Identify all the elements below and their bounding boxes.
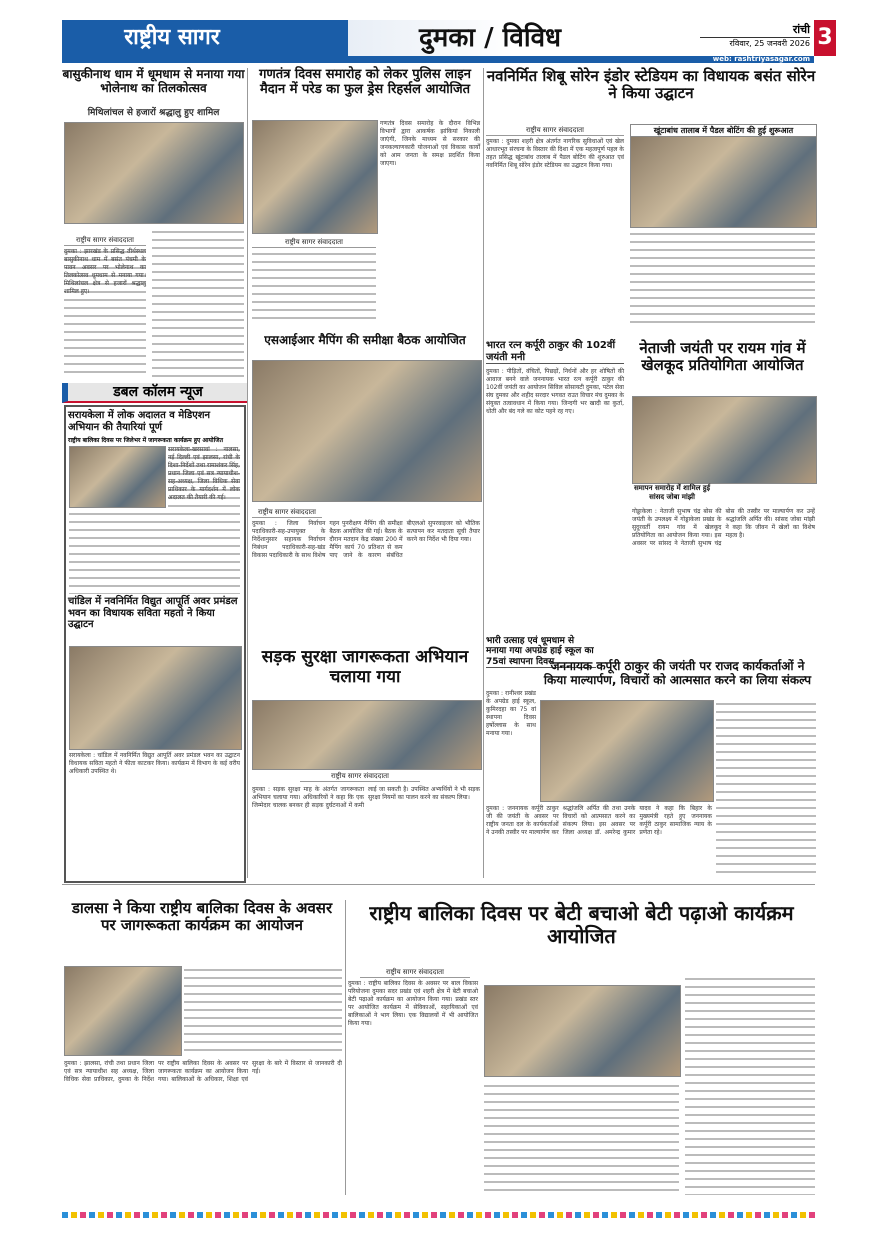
body-netaji: गोड्डाकेला : नेताजी सुभाष चंद्र बोस की जयंती के उपलक्ष्य में गोड्डाकेला प्रखंड के सुदूरवर्ती रायम गांव में खेलकूद प्रतियोगिता का आयोजन किया गया। इस अवसर पर सांसद ने नेताजी सुभाष चंद्र बोस की तस्वीर पर माल्यार्पण कर उन्हें श्रद्धांजलि अर्पित की। सांसद जोबा मांझी ने कहा कि जीवन में खेलों का विशेष महत्व है। — [632, 508, 815, 630]
body-beti-bachao: दुमका : राष्ट्रीय बालिका दिवस के अवसर पर बाल विकास परियोजना दुमका सदर प्रखंड एवं शहरी क्षेत्र में बेटी बचाओ बेटी पढ़ाओ कार्यक्रम का आयोजन किया गया। प्रखंड स्तर पर आयोजित कार्यक्रम में सेविकाओं, सहायिकाओं एवं बालिकाओं ने भाग लिया। एक विद्यालयों में भी आयोजित किया गया। — [348, 980, 478, 1195]
byline: राष्ट्रीय सागर संवाददाता — [252, 238, 376, 248]
photo-dalsa — [64, 966, 182, 1056]
body-road-safety: दुमका : सड़क सुरक्षा माह के अंतर्गत जागरूकता अभियान चलाया गया। अधिकारियों ने कहा कि एक जिम्मेदार चालक बनकर ही सड़क दुर्घटनाओं में कमी लाई जा सकती है। उपस्थित अभ्यर्थियों ने भी सड़क सुरक्षा नियमों का पालन करने का संकल्प लिया। — [252, 786, 480, 878]
byline: राष्ट्रीय सागर संवाददाता — [360, 968, 470, 978]
column-rule — [483, 68, 484, 878]
photo-road-safety — [252, 700, 482, 770]
headline-netaji: नेताजी जयंती पर रायम गांव में खेलकूद प्रतियोगिता आयोजित — [639, 339, 806, 375]
footer-decoration — [62, 1212, 815, 1218]
photo-basukinath — [64, 122, 244, 224]
body-rajad: दुमका : जननायक कर्पूरी ठाकुर जी की जयंती के अवसर पर राष्ट्रीय जनता दल के कार्यकर्ताओं ने उनकी तस्वीर पर माल्यार्पण कर श्रद्धांजलि अर्पित की तथा उनके विचारों को आत्मसात करने का संकल्प लिया। इस अवसर पर जिला अध्यक्ष डॉ. अमरेन्द्र कुमार यादव ने कहा कि बिहार के मुख्यमंत्री रहते हुए जननायक कर्पूरी ठाकुर सामाजिक न्याय के प्रणेता रहे। — [486, 805, 712, 878]
double-column-banner: डबल कॉलम न्यूज — [62, 383, 248, 403]
body-basukinath-1: दुमका : झारखंड के प्रसिद्ध तीर्थस्थल बासुकीनाथ धाम में बसंत पंचमी के पावन अवसर पर भोलेनाथ का तिलकोत्सव धूमधाम से मनाया गया। मिथिलांचल क्षेत्र से हजारों श्रद्धालु शामिल हुए। — [64, 248, 146, 378]
photo-beti-bachao — [484, 985, 681, 1077]
section-title: दुमका / विविध — [418, 23, 562, 53]
column-rule — [247, 68, 248, 878]
column-rule — [345, 900, 346, 1195]
byline: राष्ट्रीय सागर संवाददाता — [300, 772, 420, 782]
headline-saraikela: सरायकेला में लोक अदालत व मेडिएशन अभियान की तैयारियां पूर्ण — [68, 410, 211, 433]
body-dalsa-2 — [184, 966, 342, 1056]
headline-dalsa: डालसा ने किया राष्ट्रीय बालिका दिवस के अवसर पर जागरूकता कार्यक्रम का आयोजन — [71, 899, 333, 935]
body-republic-day-2 — [252, 250, 376, 325]
headline-stadium: नवनिर्मित शिबू सोरेन इंडोर स्टेडियम का विधायक बसंत सोरेन ने किया उद्घाटन — [486, 67, 816, 103]
body-stadium-2 — [630, 230, 815, 328]
photo-parade — [252, 120, 378, 234]
body-beti-bachao-2 — [484, 1082, 679, 1195]
headline-beti-bachao: राष्ट्रीय बालिका दिवस पर बेटी बचाओ बेटी पढ़ाओ कार्यक्रम आयोजित — [369, 901, 794, 948]
photo-chandil — [69, 646, 242, 750]
photo-sir-meeting — [252, 360, 482, 502]
photo-netaji — [632, 396, 817, 484]
photo-rajad — [540, 700, 714, 802]
photo-stadium — [630, 136, 817, 228]
body-saraikela: सरायकेला-खरसावां : नालसा, नई दिल्ली एवं झालसा, रांची के दिशा-निर्देशों तथा रामाशंकर सिंह, प्रधान जिला एवं सत्र न्यायाधीश-सह-अध्यक्ष, जिला विधिक सेवा प्राधिकार के मार्गदर्शन में लोक अदालत की तैयारी की गई। — [168, 446, 240, 508]
headline-basukinath: बासुकीनाथ धाम में धूमधाम से मनाया गया भोलेनाथ का तिलकोत्सव — [62, 67, 245, 95]
body-karpuri: दुमका : पीड़ितों, वंचितों, पिछड़ों, निर्धनों और हर शोषितों की आवाज बनने वाले जननायक भारत रत्न कर्पूरी ठाकुर की 102वीं जयंती का आयोजन सिविल सोसायटी दुमका, पटेल सेवा संघ दुमका और शहीद सरदार भगवत राउत विचार मंच दुमका के संयुक्त तत्वावधान में किया गया। जिन्दगी भर खादी का कुर्ता, धोती और बंद गले का कोट पहने रह गए। — [486, 368, 624, 630]
subhead-saraikela: राष्ट्रीय बालिका दिवस पर जिलेभर में जागरूकता कार्यक्रम हुए आयोजित — [68, 437, 224, 444]
body-dalsa: दुमका : झालसा, रांची तथा प्रधान जिला एवं सत्र न्यायाधीश सह अध्यक्ष, जिला विधिक सेवा प्राधिकार, दुमका के निर्देश पर राष्ट्रीय बालिका दिवस के अवसर पर जागरूकता कार्यक्रम का आयोजन किया गया। बालिकाओं के अधिकार, शिक्षा एवं सुरक्षा के बारे में विस्तार से जानकारी दी गई। — [64, 1060, 342, 1195]
body-basukinath-2 — [152, 228, 244, 378]
edition-city: रांची — [700, 22, 810, 38]
byline: राष्ट्रीय सागर संवाददाता — [486, 126, 624, 136]
caption-netaji: समापन समारोह में शामिल हुई सांसद जोबा मांझी — [633, 484, 711, 501]
headline-rajad: जननायक कर्पूरी ठाकुर की जयंती पर राजद कार्यकर्ताओं ने किया माल्यार्पण, विचारों को आत्मसात करने का लिया संकल्प — [543, 659, 812, 687]
byline: राष्ट्रीय सागर संवाददाता — [64, 236, 146, 246]
body-beti-bachao-3 — [685, 975, 815, 1195]
headline-school: भारी उत्साह एवं धूमधाम से मनाया गया अपग्रेड हाई स्कूल का 75वां स्थापना दिवस — [486, 636, 596, 668]
edition-date: रविवार, 25 जनवरी 2026 — [729, 39, 810, 48]
body-rajad-2 — [716, 700, 816, 878]
photo-saraikela — [69, 446, 166, 508]
headline-road-safety: सड़क सुरक्षा जागरूकता अभियान चलाया गया — [261, 647, 469, 687]
page-number: 3 — [814, 20, 836, 56]
newspaper-logo: राष्ट्रीय सागर — [124, 25, 220, 50]
body-saraikela-cont — [69, 510, 240, 594]
body-school: दुमका : रानीश्वर प्रखंड के अपग्रेड हाई स्कूल, कुमिरदहा का 75 वां स्थापना दिवस हर्षोल्लास के साथ मनाया गया। — [486, 690, 536, 737]
headline-chandil: चांडिल में नवनिर्मित विद्युत आपूर्ति अवर प्रमंडल भवन का विधायक सविता महतो ने किया उद्घाटन — [68, 596, 240, 631]
headline-republic-day: गणतंत्र दिवस समारोह को लेकर पुलिस लाइन मैदान में परेड का फुल ड्रेस रिहर्सल आयोजित — [259, 67, 471, 97]
website-link[interactable]: web: rashtriyasagar.com — [712, 55, 810, 63]
divider — [62, 884, 815, 885]
headline-karpuri: भारत रत्न कर्पूरी ठाकुर की 102वीं जयंती मनी — [486, 340, 624, 364]
body-chandil: सरायकेला : चांडिल में नवनिर्मित विद्युत आपूर्ति अवर प्रमंडल भवन का उद्घाटन विधायक सविता महतो ने फीता काटकर किया। कार्यक्रम में विभाग के कई वरीय अधिकारी उपस्थित थे। — [69, 752, 240, 876]
subhead-basukinath: मिथिलांचल से हजारों श्रद्धालु हुए शामिल — [87, 108, 220, 118]
body-republic-day: गणतंत्र दिवस समारोह के दौरान विभिन्न विभागों द्वारा आकर्षक झांकियां निकाली जाएंगी, जिनके माध्यम से सरकार की जनकल्याणकारी योजनाओं एवं विकास कार्यों को आम जनता के समक्ष प्रदर्शित किया जाएगा। — [380, 120, 480, 325]
caption-paddle-boating: खूंटाबांध तालाब में पैडल बोटिंग की हुई शुरूआत — [630, 124, 817, 137]
headline-sir-mapping: एसआईआर मैपिंग की समीक्षा बैठक आयोजित — [264, 333, 466, 347]
body-stadium: दुमका : दुमका शहरी क्षेत्र अंतर्गत नागरिक सुविधाओं एवं खेल आधारभूत संरचना के विस्तार की दिशा में एक महत्वपूर्ण पहल के तहत प्रसिद्ध खूंटाबांध तालाब में पैडल बोटिंग की शुरुआत एवं नवनिर्मित शिबू सोरेन इंडोर स्टेडियम का उद्घाटन किया गया। — [486, 138, 624, 328]
body-sir-mapping: दुमका : जिला निर्वाचन पदाधिकारी-सह-उपायुक्त के निर्देशानुसार सहायक निर्वाचन निबंधन पदाधिकारी-सह-खंड विकास पदाधिकारी के साथ विशेष गहन पुनरीक्षण मैपिंग की समीक्षा बैठक आयोजित की गई। बैठक के दौरान मतदान केंद्र संख्या 200 में मैपिंग कार्य 70 प्रतिशत से कम पाए जाने के कारण संबंधित बीएलओ सुपरवाइजर को भौतिक सत्यापन कर मतदाता सूची तैयार करने का निर्देश भी दिया गया। — [252, 520, 480, 635]
byline: राष्ट्रीय सागर संवाददाता — [252, 508, 322, 518]
